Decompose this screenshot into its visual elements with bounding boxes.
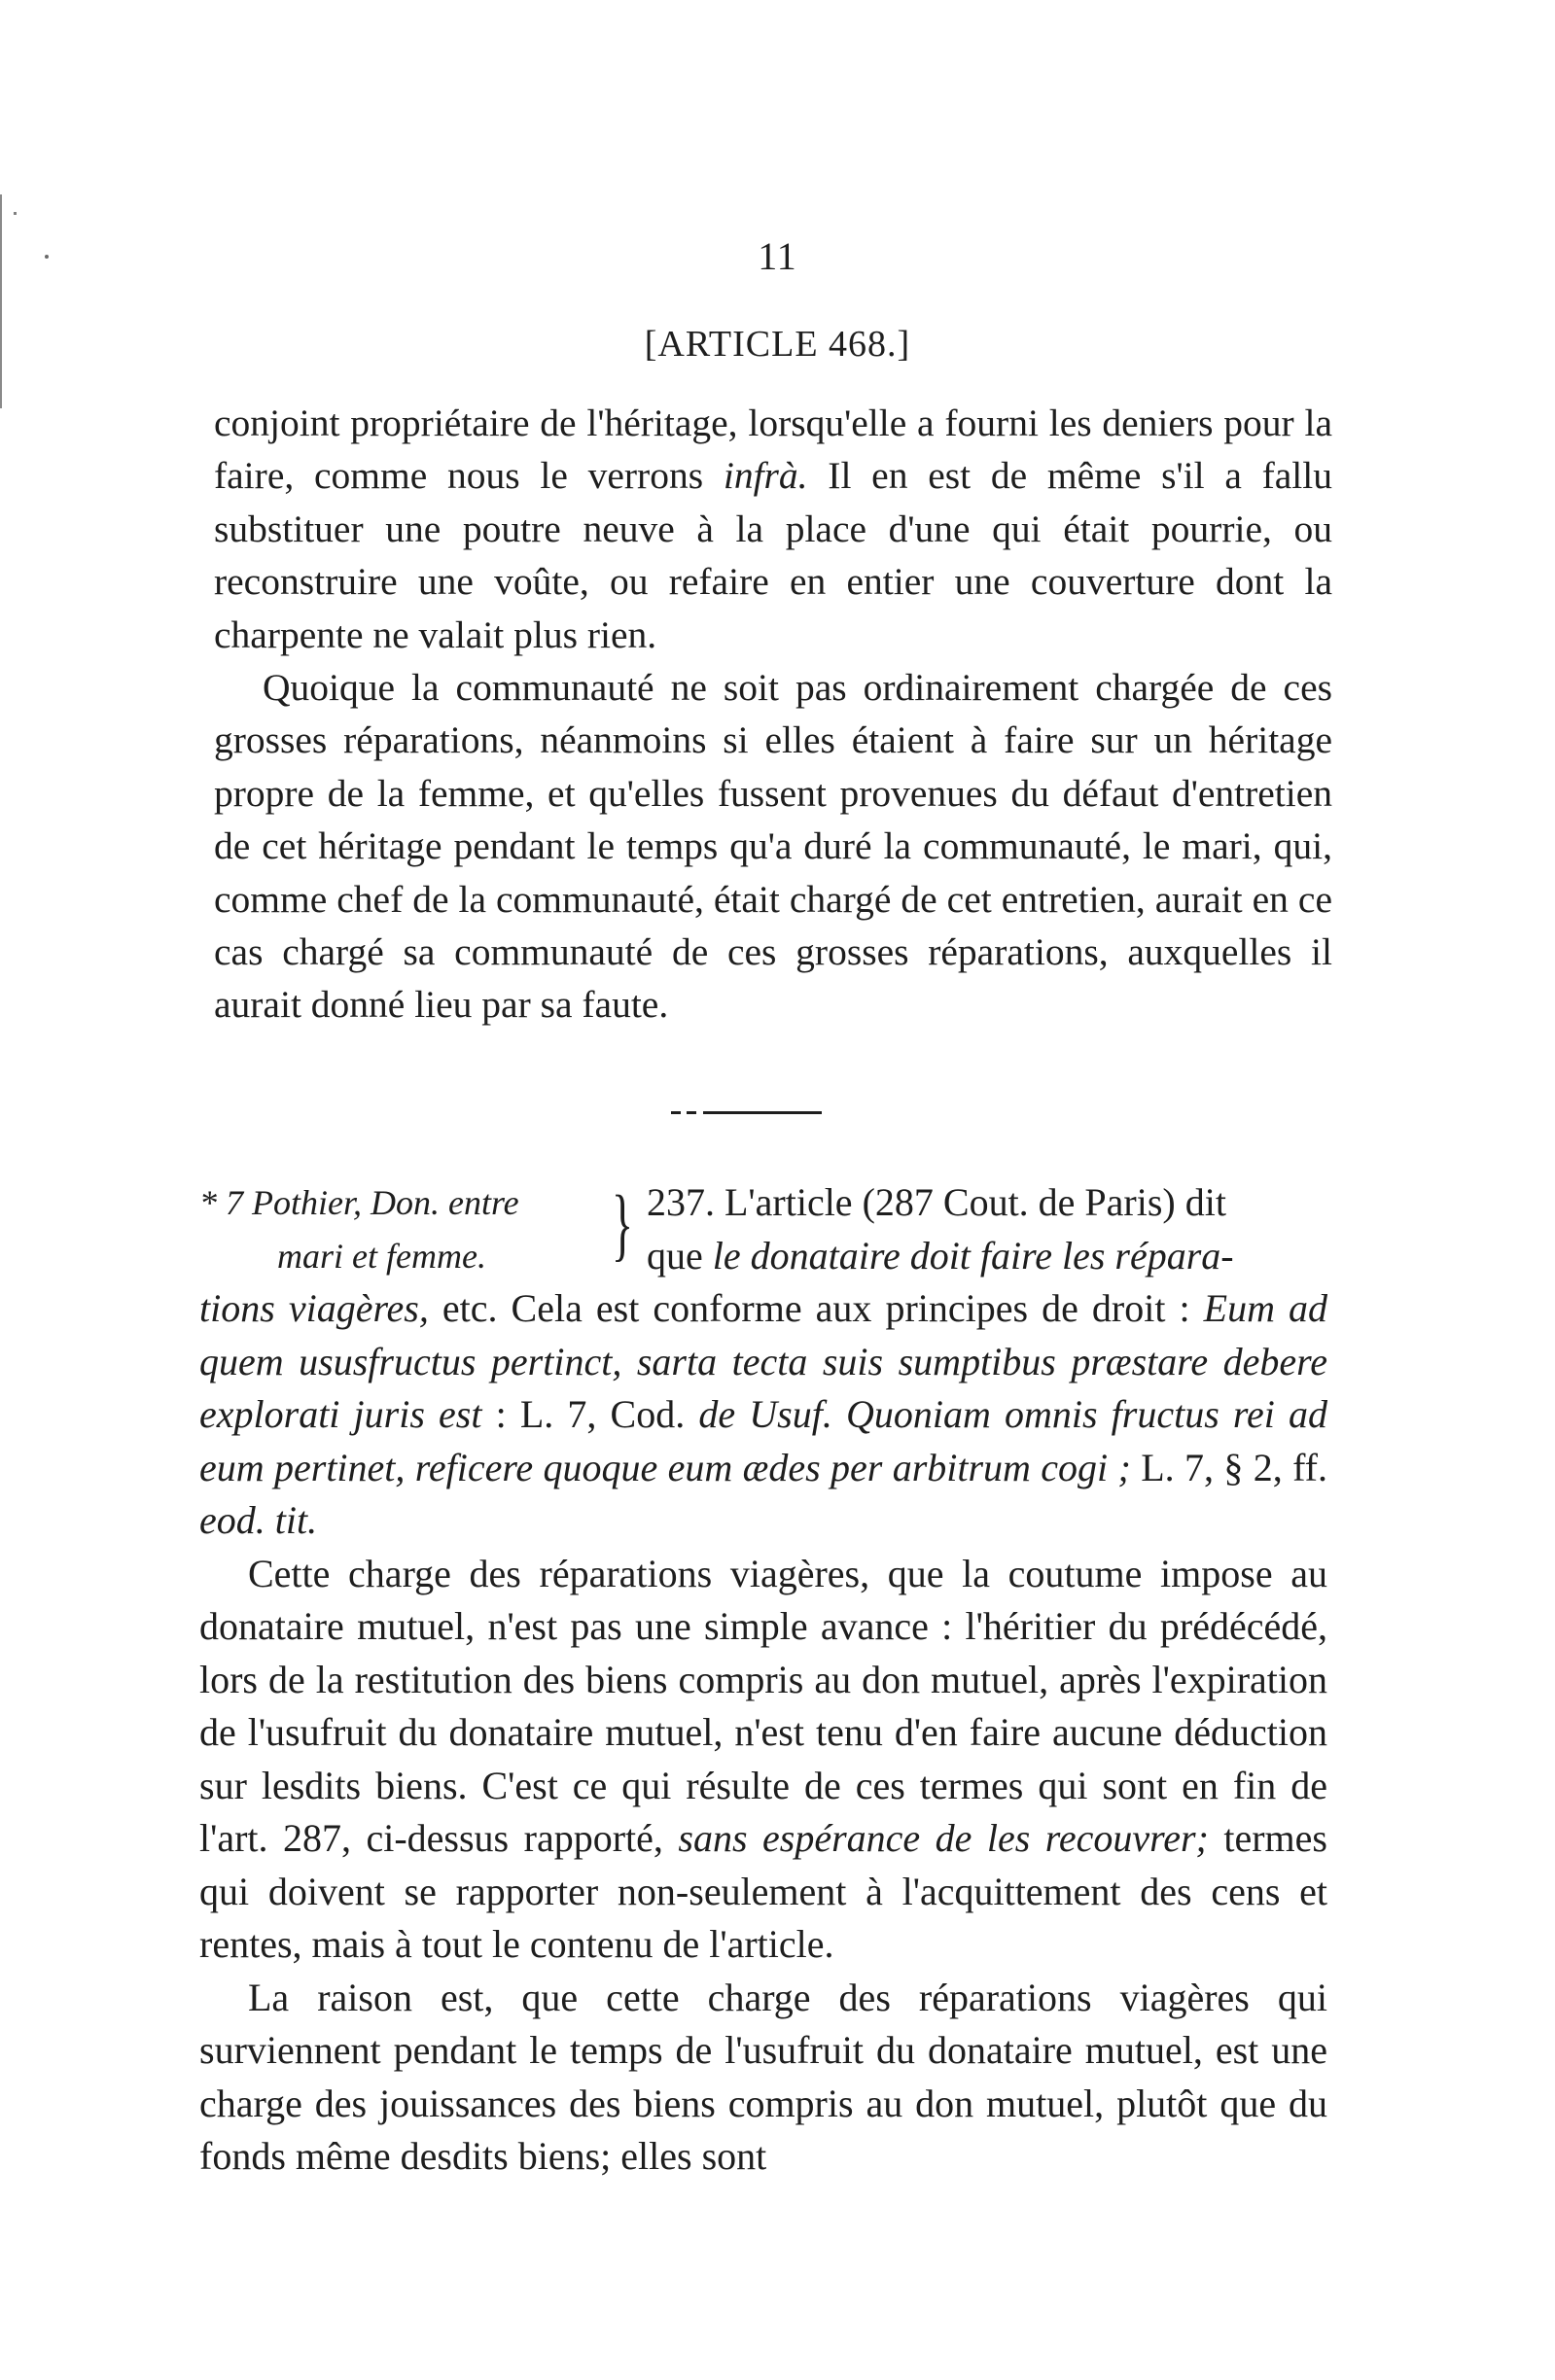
section-separator <box>703 1111 822 1114</box>
paragraph-text: conjoint propriétaire de l'héritage, lorsqu'elle a fourni les deniers pour la faire, comme nous le verrons <box>214 402 1332 498</box>
paragraph: Quoique la communauté ne soit pas ordinairement chargée de ces grosses réparations, néanmoins si elles étaient à faire sur un héritage propre de la femme, et qu'elles fussent provenues du défaut d'entretien de cet héritage pendant le temps qu'a duré la communauté, le mari, qui, comme chef de la communauté, était chargé de cet entretien, aurait en ce cas chargé sa communauté de ces grosses réparations, auxquelles il aurait donné lieu par sa faute. <box>214 666 1332 1027</box>
paragraph-text: etc. Cela est conforme aux principes de droit : <box>428 1286 1204 1330</box>
paragraph <box>199 1282 1327 1548</box>
italic-phrase: le donataire doit faire les répara- <box>712 1233 1234 1278</box>
brace-icon: } <box>611 1179 634 1270</box>
citation-ref-line: mari et femme. <box>277 1236 486 1276</box>
citation-reference <box>199 1176 598 1282</box>
italic-quote: de Usuf. Quoniam omnis fructus rei ad eum pertinet, reficere quoque eum ædes per arbitrum cogi ; <box>199 1392 1327 1489</box>
paragraph-text: : L. 7, Cod. <box>481 1392 699 1436</box>
page-number: 11 <box>758 234 797 278</box>
paragraph-text: Cette charge des réparations viagères, que la coutume impose au donataire mutuel, n'est pas une simple avance : l'héritier du prédécédé, lors de la restitution des biens compris au don mutuel, après l'expiration de l'usufruit du donataire mutuel, n'est tenu d'en faire aucune déduction sur lesdits biens. C'est ce qui résulte de ces termes qui sont en fin de l'art. 287, ci-dessus rapporté, <box>199 1551 1327 1860</box>
paragraph <box>214 397 1332 661</box>
paragraph <box>199 1548 1327 1972</box>
citation-ref-line: * 7 Pothier, Don. entre <box>199 1183 519 1222</box>
italic-quote: Eum ad quem ususfructus pertinct, sarta tecta suis sumptibus præstare debere explorati juris est <box>199 1286 1327 1436</box>
citation-line: que <box>647 1233 713 1278</box>
article-heading: [ARTICLE 468.] <box>644 324 911 365</box>
paragraph: La raison est, que cette charge des réparations viagères qui surviennent pendant le temps de l'usufruit du donataire mutuel, est une charge des jouissances des biens compris au don mutuel, plutôt que du fonds même desdits biens; elles sont <box>199 1975 1327 2178</box>
citation-text <box>647 1176 1327 1282</box>
paragraph-text: Il en est de même s'il a fallu substituer une poutre neuve à la place d'une qui était pourrie, ou reconstruire une voûte, ou refaire en entier une couverture dont la charpente ne valait plus rien. <box>214 454 1333 656</box>
citation-line: 237. L'article (287 Cout. de Paris) dit <box>647 1180 1226 1224</box>
paragraph-text: L. 7, § 2, ff. <box>1130 1445 1327 1489</box>
separator-dash <box>671 1111 681 1114</box>
scan-mark <box>14 212 17 215</box>
top-text <box>214 397 1332 1032</box>
commentary-text <box>199 1176 1327 2184</box>
italic-phrase: tions viagères, <box>199 1286 429 1330</box>
citation-row <box>199 1176 1327 1282</box>
italic-word: infrà. <box>723 454 808 498</box>
italic-phrase: sans espérance de les recouvrer; <box>678 1816 1209 1860</box>
separator-dash <box>687 1111 696 1114</box>
paragraph-text: termes qui doivent se rapporter non-seulement à l'acquittement des cens et rentes, mais à tout le contenu de l'article. <box>199 1816 1327 1966</box>
scan-mark <box>0 194 2 408</box>
italic-phrase: eod. tit. <box>199 1498 318 1542</box>
